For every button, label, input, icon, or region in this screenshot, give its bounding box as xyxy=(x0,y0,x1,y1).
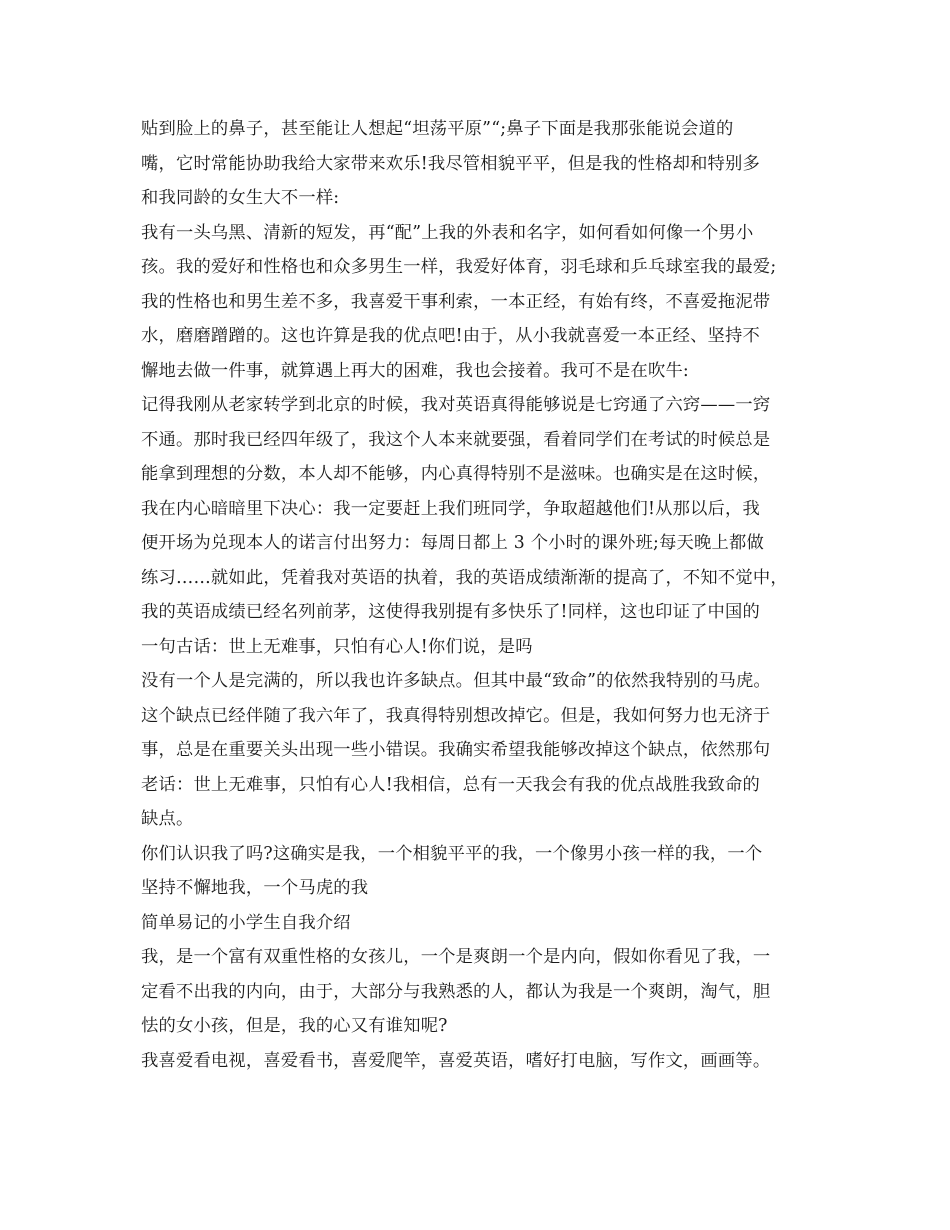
text-line: 缺点。 xyxy=(141,809,194,829)
section-heading: 简单易记的小学生自我介绍 xyxy=(141,912,351,933)
text-line: 孩。我的爱好和性格也和众多男生一样，我爱好体育，羽毛球和乒乓球室我的最爱; xyxy=(141,257,777,277)
text-line: 水，磨磨蹭蹭的。这也许算是我的优点吧!由于，从小我就喜爱一本正经、坚持不 xyxy=(141,326,760,346)
text-line: 和我同龄的女生大不一样: xyxy=(141,188,340,208)
text-line: 我在内心暗暗里下决心：我一定要赶上我们班同学，争取超越他们!从那以后，我 xyxy=(141,498,760,519)
text-line: 没有一个人是完满的，所以我也许多缺点。但其中最“致命”的依然我特别的马虎。 xyxy=(141,671,771,691)
text-line: 贴到脸上的鼻子，甚至能让人想起“坦荡平原”“;鼻子下面是我那张能说会道的 xyxy=(141,119,734,139)
text-line: 老话：世上无难事，只怕有心人!我相信，总有一天我会有我的优点战胜我致命的 xyxy=(141,774,760,795)
text-line: 定看不出我的内向，由于，大部分与我熟悉的人，都认为我是一个爽朗，淘气，胆 xyxy=(141,981,771,1002)
text-line: 事，总是在重要关头出现一些小错误。我确实希望我能够改掉这个缺点，依然那句 xyxy=(141,740,771,760)
text-line: 我，是一个富有双重性格的女孩儿，一个是爽朗一个是内向，假如你看见了我，一 xyxy=(141,947,771,967)
text-line: 记得我刚从老家转学到北京的时候，我对英语真得能够说是七窍通了六窍——一窍 xyxy=(141,395,771,415)
text-line: 这个缺点已经伴随了我六年了，我真得特别想改掉它。但是，我如何努力也无济于 xyxy=(141,705,771,726)
text-line: 练习……就如此，凭着我对英语的执着，我的英语成绩渐渐的提高了，不知不觉中， xyxy=(141,567,788,588)
text-line: 嘴，它时常能协助我给大家带来欢乐!我尽管相貌平平，但是我的性格却和特别多 xyxy=(141,153,760,174)
text-line: 我有一头乌黑、清新的短发，再“配”上我的外表和名字，如何看如何像一个男小 xyxy=(141,222,754,243)
body-text xyxy=(141,112,831,1078)
text-line: 一句古话：世上无难事，只怕有心人!你们说，是吗 xyxy=(141,636,533,657)
text-line: 懈地去做一件事，就算遇上再大的困难，我也会接着。我可不是在吹牛: xyxy=(141,360,689,381)
text-line: 不通。那时我已经四年级了，我这个人本来就要强，看着同学们在考试的时候总是 xyxy=(141,429,771,450)
text-line: 我的性格也和男生差不多，我喜爱干事利索，一本正经，有始有终，不喜爱拖泥带 xyxy=(141,291,771,312)
text-line: 便开场为兑现本人的诺言付出努力：每周日都上 3 个小时的课外班;每天晚上都做 xyxy=(141,533,764,553)
text-line: 怯的女小孩，但是，我的心又有谁知呢? xyxy=(141,1016,448,1036)
text-line: 你们认识我了吗?这确实是我，一个相貌平平的我，一个像男小孩一样的我，一个 xyxy=(141,843,763,864)
text-line: 我喜爱看电视，喜爱看书，喜爱爬竿，喜爱英语，嗜好打电脑，写作文，画画等。 xyxy=(141,1050,771,1071)
text-line: 能拿到理想的分数，本人却不能够，内心真得特别不是滋味。也确实是在这时候， xyxy=(141,464,771,484)
text-line: 我的英语成绩已经名列前茅，这使得我别提有多快乐了!同样，这也印证了中国的 xyxy=(141,602,760,622)
text-line: 坚持不懈地我，一个马虎的我 xyxy=(141,878,369,898)
